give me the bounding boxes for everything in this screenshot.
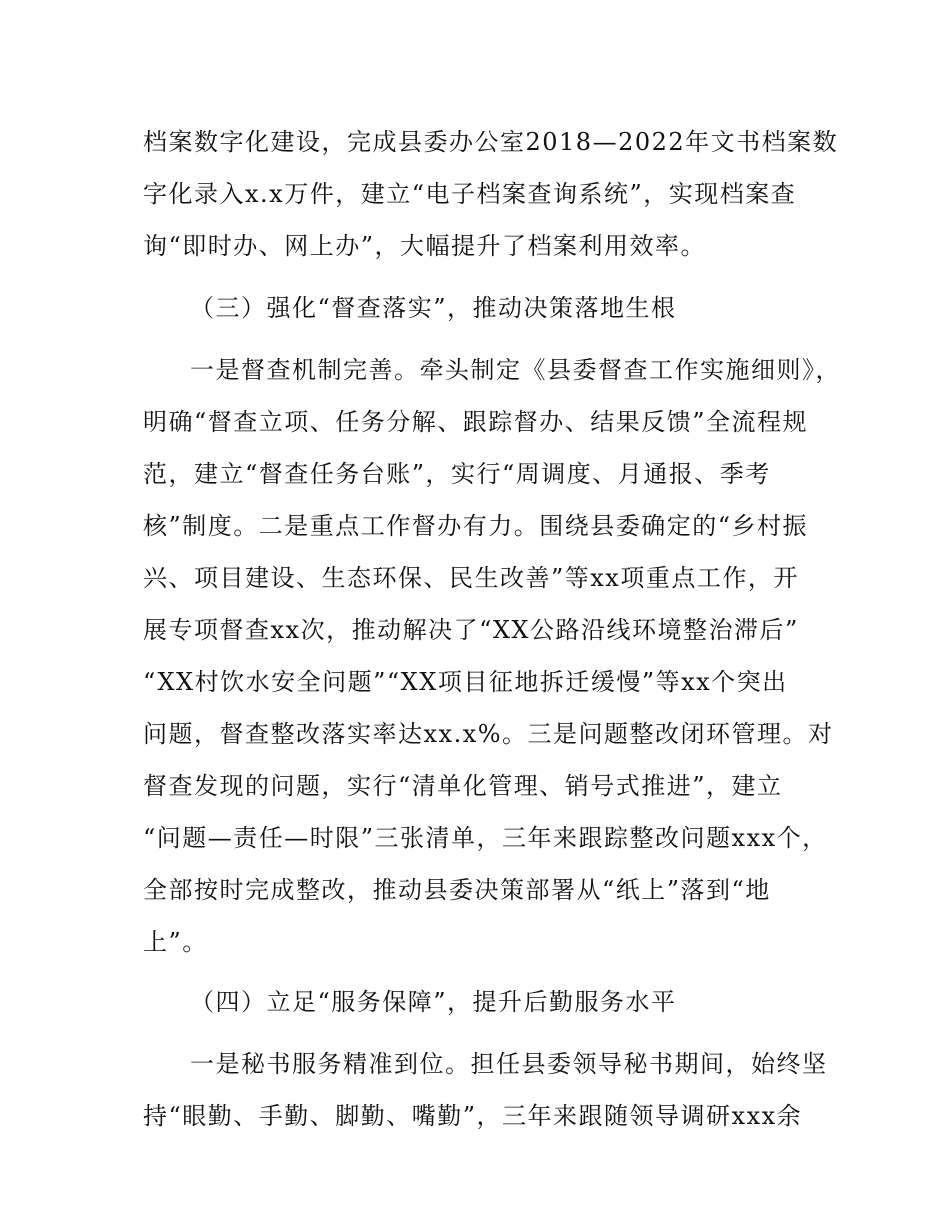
text-line-15: 全部按时完成整改，推动县委决策部署从“纸上”落到“地 (143, 876, 771, 904)
section-heading-3: （三）强化“督查落实”，推动决策落地生根 (190, 294, 677, 322)
text-line-18: 一是秘书服务精准到位。担任县委领导秘书期间，始终坚 (190, 1050, 828, 1078)
text-line-19: 持“眼勤、手勤、脚勤、嘴勤”，三年来跟随领导调研xxx余 (143, 1102, 803, 1130)
section-heading-4: （四）立足“服务保障”，提升后勤服务水平 (190, 988, 677, 1016)
text-line-1: 档案数字化建设，完成县委办公室2018—2022年文书档案数 (143, 128, 839, 156)
text-line-6: 明确“督查立项、任务分解、跟踪督办、结果反馈”全流程规 (143, 408, 809, 436)
text-line-3: 询“即时办、网上办”，大幅提升了档案利用效率。 (143, 232, 707, 260)
text-line-7: 范，建立“督查任务台账”，实行“周调度、月通报、季考 (143, 460, 771, 488)
text-line-13: 督查发现的问题，实行“清单化管理、销号式推进”，建立 (143, 772, 783, 800)
text-line-11: “XX村饮水安全问题”“XX项目征地拆迁缓慢”等xx个突出 (143, 668, 788, 696)
text-line-12: 问题，督查整改落实率达xx.x%。三是问题整改闭环管理。对 (143, 720, 834, 748)
text-line-8: 核”制度。二是重点工作督办有力。围绕县委确定的“乡村振 (143, 512, 809, 540)
text-line-2: 字化录入x.x万件，建立“电子档案查询系统”，实现档案查 (143, 180, 797, 208)
text-line-5: 一是督查机制完善。牵头制定《县委督查工作实施细则》， (190, 356, 841, 384)
text-line-9: 兴、项目建设、生态环保、民生改善”等xx项重点工作，开 (143, 564, 799, 592)
text-line-14: “问题—责任—时限”三张清单，三年来跟踪整改问题xxx个， (143, 824, 828, 852)
text-line-16: 上”。 (143, 928, 208, 956)
text-line-10: 展专项督查xx次，推动解决了“XX公路沿线环境整治滞后” (143, 616, 799, 644)
